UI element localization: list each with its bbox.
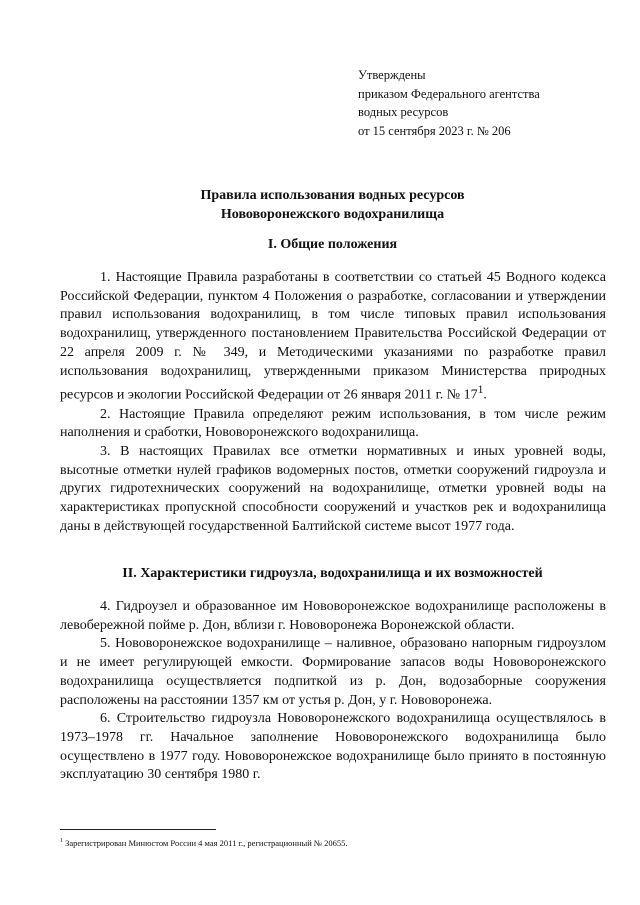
section-heading: II. Характеристики гидроузла, водохранилища и их возможностей xyxy=(122,566,543,581)
section-body xyxy=(60,269,606,537)
section-heading: I. Общие положения xyxy=(267,237,398,252)
footnote-divider xyxy=(60,829,216,830)
paragraph: 4. Гидроузел и образованное им Нововоронежское водохранилище расположены в левобережной пойме р. Дон, вблизи г. Нововоронежа Воронежской области. xyxy=(60,599,606,633)
paragraph: 2. Настоящие Правила определяют режим использования, в том числе режим наполнения и сработки, Нововоронежского водохранилища. xyxy=(60,406,606,441)
paragraph-text: 1. Настоящие Правила разработаны в соответствии со статьей 45 Водного кодекса Российской Федерации, пунктом 4 Положения о разработке, согласовании и утверждении правил использования водохранилищ, в том числе типовых правил использования водохранилищ, утвержденного постановлением Правительства Российской Федерации от 22 апреля 2009 г. № 349, и Методическими указаниями по разработке правил использования водохранилищ, утвержденными приказом Министерства природных ресурсов и экологии Российской Федерации от 26 января 2011 г. № 17 xyxy=(60,270,606,403)
document-title xyxy=(60,186,605,224)
approval-line: приказом Федерального агентства xyxy=(358,86,540,101)
paragraph: 5. Нововоронежское водохранилище – наливное, образовано напорным гидроузлом и не имеет регулирующей емкости. Формирование запасов воды Нововоронежского водохранилища осуществляется подпиткой из р. Дон, водозаборные сооружения расположены на расстоянии 1357 км от устья р. Дон, у г. Нововоронежа. xyxy=(60,636,606,708)
section-body xyxy=(60,598,606,785)
paragraph: 3. В настоящих Правилах все отметки нормативных и иных уровней воды, высотные отметки нулей графиков водомерных постов, отметки сооружений гидроузла и других гидротехнических сооружений на водохранилище, отметки уровней воды на характеристиках пропускной способности сооружений и участков рек и водохранилища даны в действующей государственной Балтийской системе высот 1977 года. xyxy=(60,443,606,534)
footnote-mark: 1 xyxy=(60,838,63,844)
footnote xyxy=(60,836,605,849)
footnote-ref: 1 xyxy=(477,383,484,397)
title-line: Нововоронежского водохранилища xyxy=(220,207,445,222)
footnote-text: Зарегистрирован Минюстом России 4 мая 2011 г., регистрационный № 20655. xyxy=(63,837,348,848)
approval-line: водных ресурсов xyxy=(358,105,449,120)
approval-stamp xyxy=(358,66,540,140)
title-line: Правила использования водных ресурсов xyxy=(200,188,465,203)
paragraph-tail: . xyxy=(483,387,487,403)
paragraph: 6. Строительство гидроузла Нововоронежского водохранилища осуществлялось в 1973–1978 гг. Начальное заполнение Нововоронежского водохранилища было осуществлено в 1977 году. Нововоронежское водохранилище было принято в постоянную эксплуатацию 30 сентября 1980 г. xyxy=(60,711,606,783)
paragraph xyxy=(60,269,606,406)
approval-line: Утверждены xyxy=(358,68,426,82)
approval-line: от 15 сентября 2023 г. № 206 xyxy=(358,123,511,138)
